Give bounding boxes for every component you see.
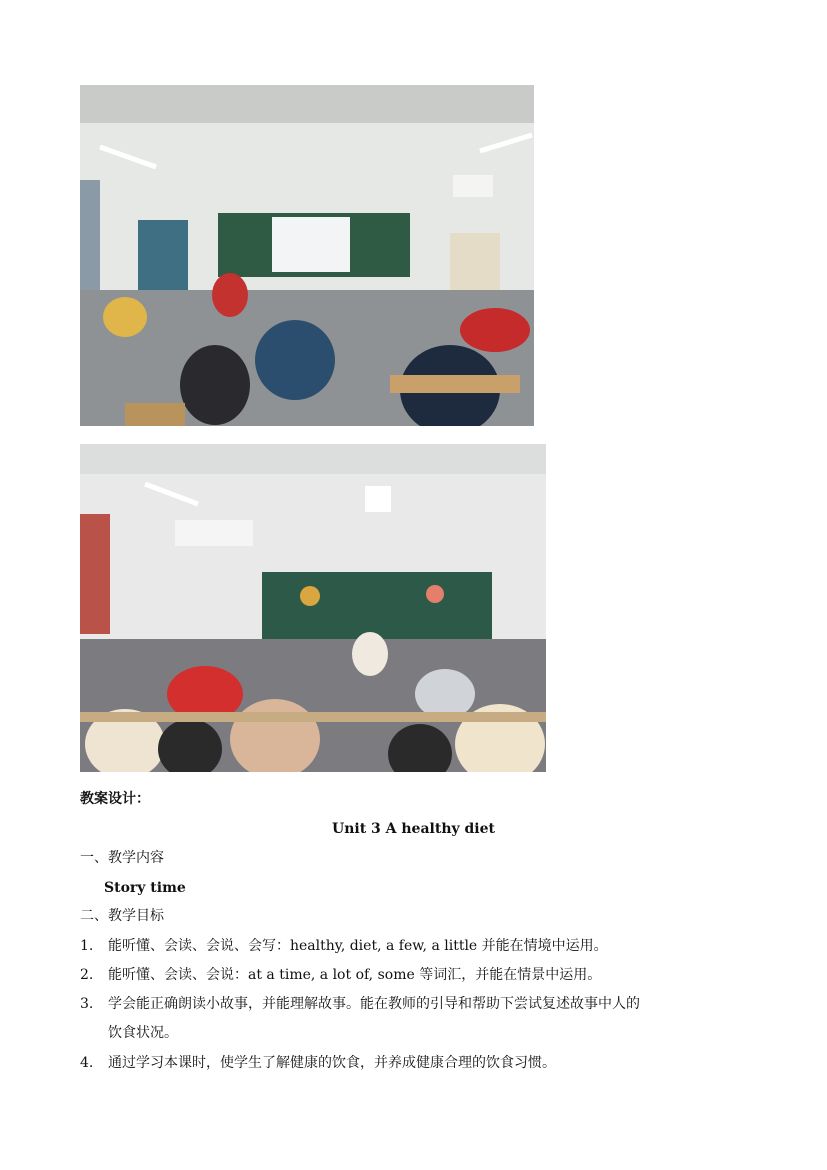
part1-content: Story time (104, 880, 186, 896)
objective-text: 能听懂、会读、会说：at a time, a lot of, some 等词汇，并能在情景中运用。 (108, 967, 602, 983)
classroom-photo-back (80, 444, 546, 772)
objective-text: 学会能正确朗读小故事，并能理解故事。能在教师的引导和帮助下尝试复述故事中人的 (108, 996, 640, 1012)
objective-number: 4. (80, 1055, 94, 1071)
objective-number: 3. (80, 996, 94, 1012)
classroom-photo-front (80, 85, 534, 426)
part2-heading: 二、教学目标 (80, 908, 164, 924)
objective-number: 2. (80, 967, 94, 983)
lesson-title: Unit 3 A healthy diet (331, 821, 495, 837)
section-heading: 教案设计： (80, 791, 150, 807)
objective-number: 1. (80, 938, 94, 954)
objective-text: 能听懂、会读、会说、会写：healthy, diet, a few, a little 并能在情境中运用。 (108, 938, 608, 954)
objective-text: 通过学习本课时，使学生了解健康的饮食，并养成健康合理的饮食习惯。 (108, 1055, 556, 1071)
objective-text-continuation: 饮食状况。 (108, 1025, 178, 1041)
part1-heading: 一、教学内容 (80, 850, 164, 866)
